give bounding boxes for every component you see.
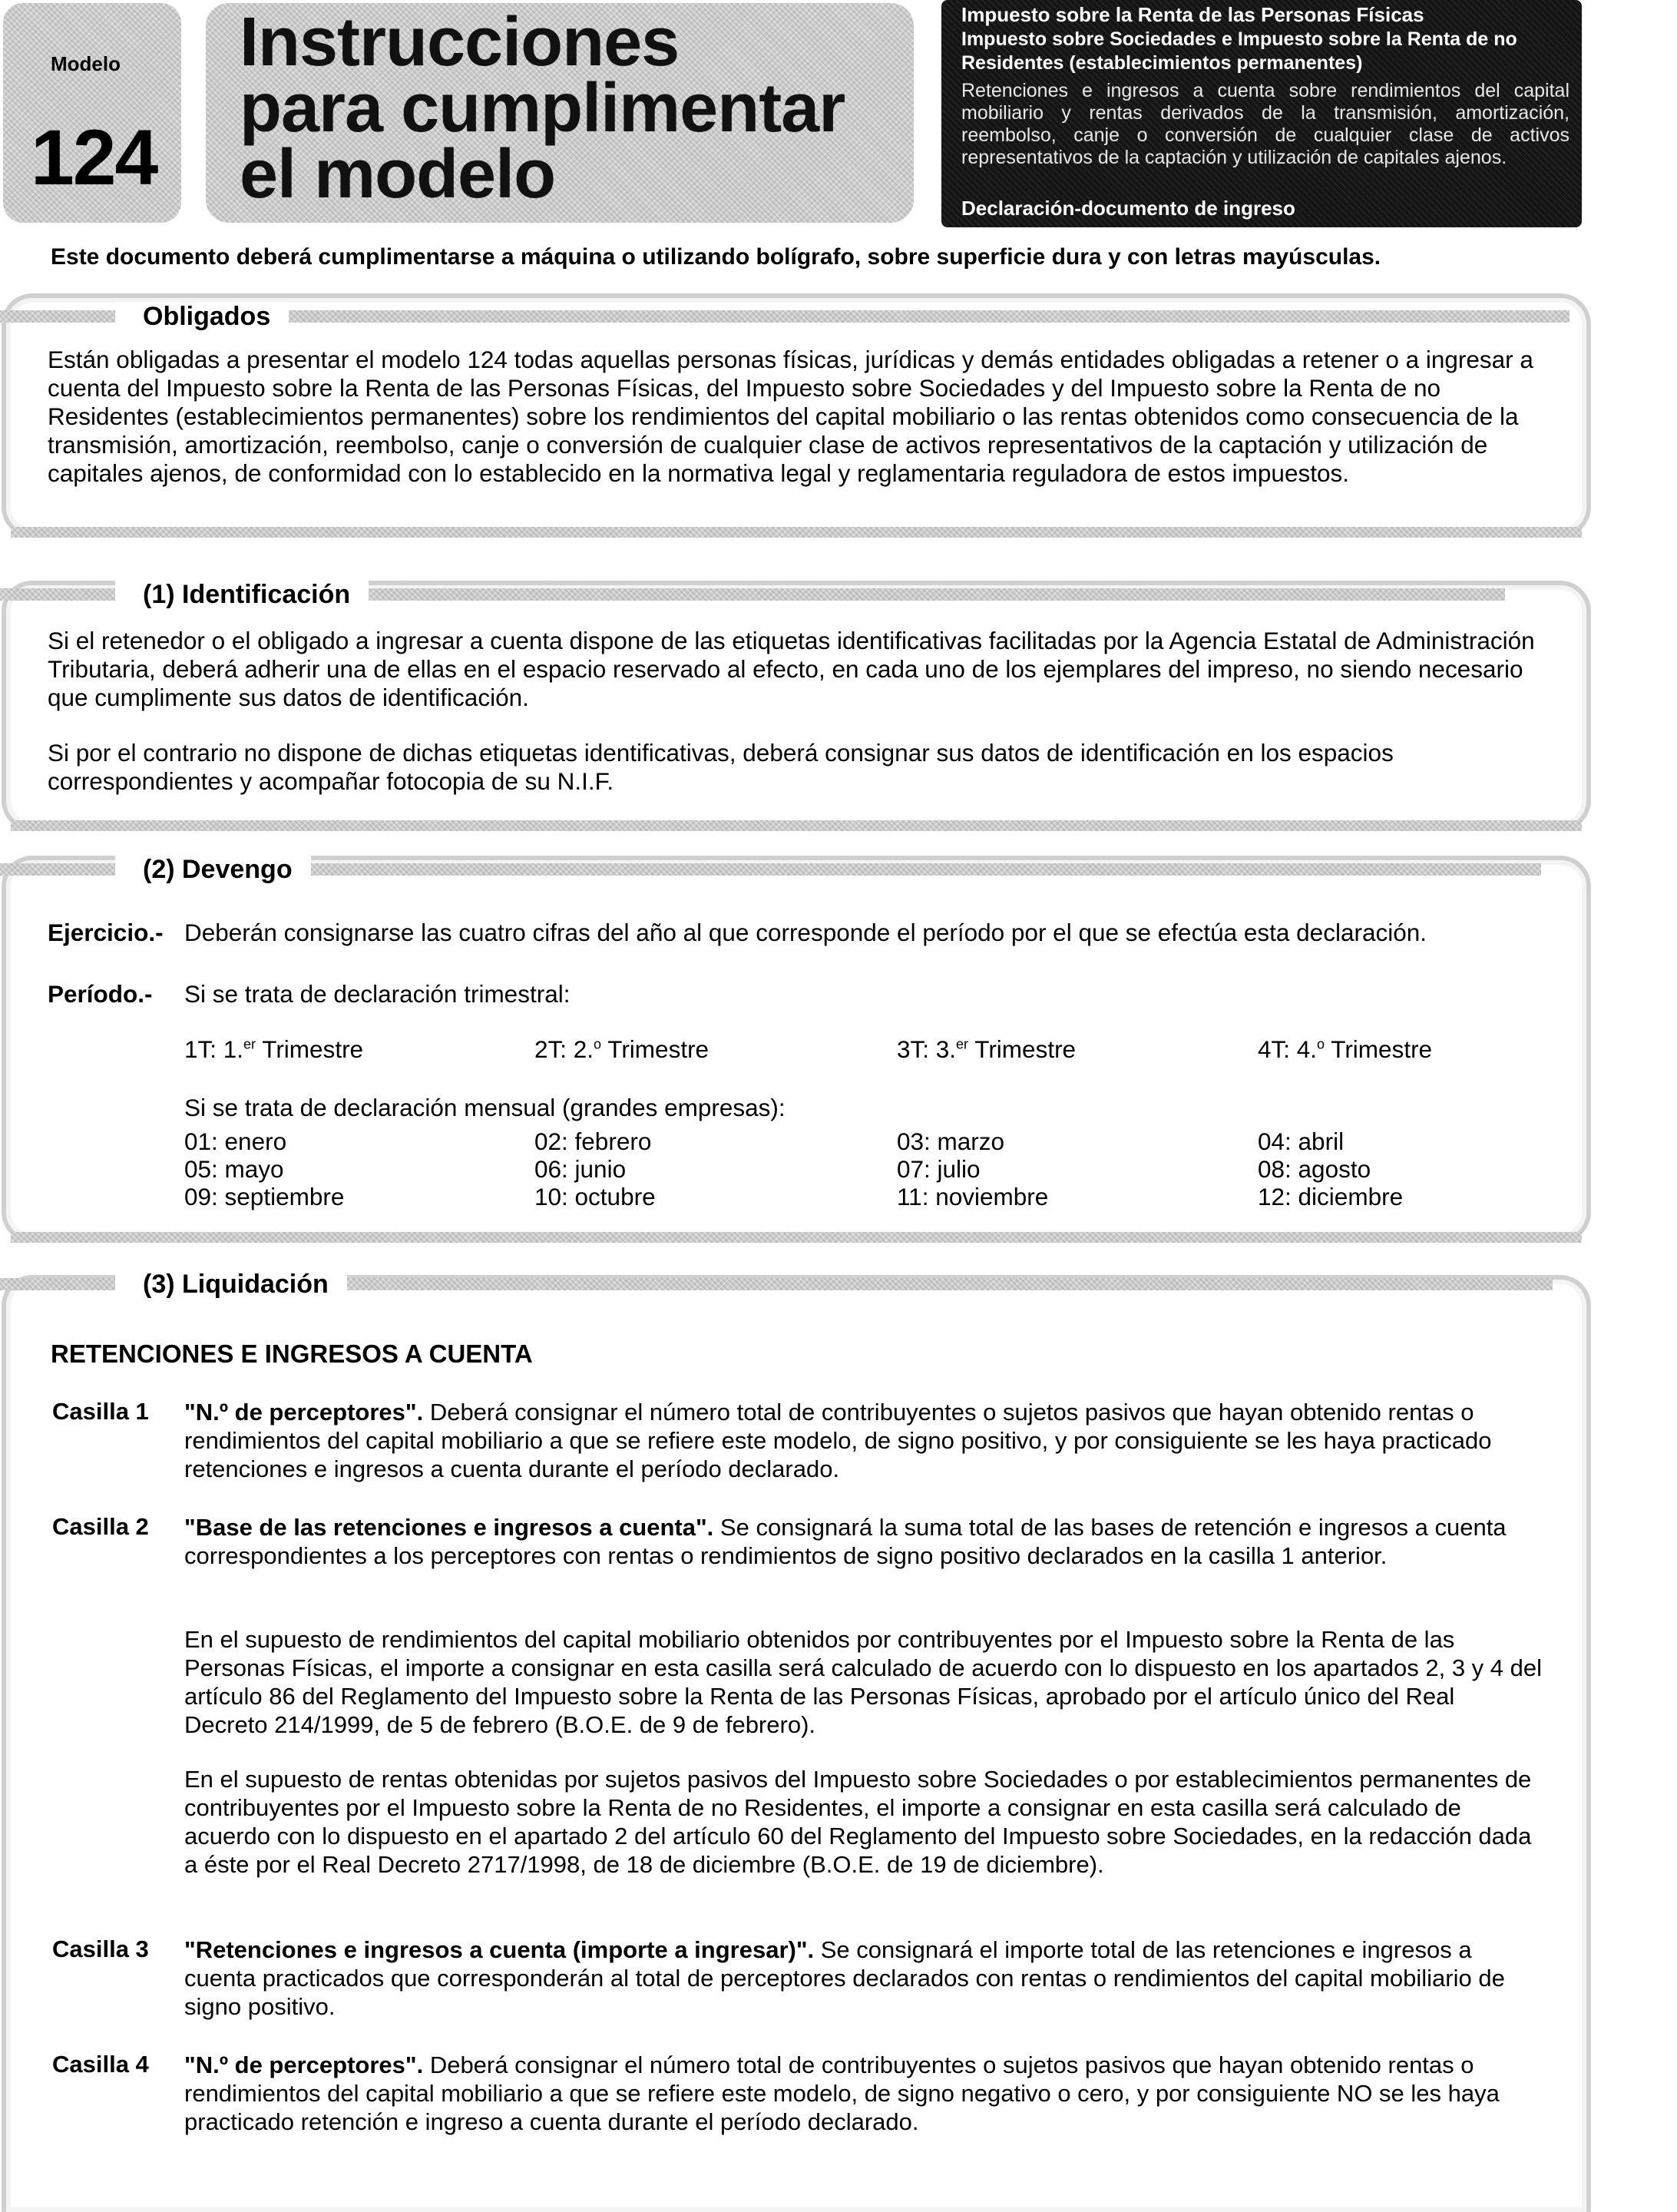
casilla-4-text: "N.º de perceptores". Deberá consignar el número total de contribuyentes o sujetos pasivos que hayan obtenido rentas o rendimientos del capital mobiliario a que se refiere este modelo, de signo negativo o cero, y por consiguiente NO se les haya practicado retención e ingreso a cuenta durante el período declarado. bbox=[184, 2051, 1500, 2135]
trimestre-2: 2T: 2.$^o$ Trimestre bbox=[534, 1035, 710, 1063]
tax-name-irpf: Impuesto sobre la Renta de las Personas Físicas bbox=[961, 3, 1424, 26]
title-rule-right bbox=[347, 1278, 1553, 1290]
model-number: 124 bbox=[31, 114, 157, 201]
tax-name-is-irnr: Impuesto sobre Sociedades e Impuesto sobre la Renta de no Residentes (establecimientos permanentes) bbox=[961, 28, 1517, 74]
mes-item: 09: septiembre bbox=[184, 1183, 345, 1210]
ejercicio-text: Deberán consignarse las cuatro cifras del año al que corresponde el período por el que se efectúa esta declaración. bbox=[184, 919, 1427, 946]
mes-item: 07: julio bbox=[897, 1155, 981, 1183]
mes-item: 05: mayo bbox=[184, 1155, 284, 1183]
trimestre-3: 3T: 3.$^{er}$ Trimestre bbox=[897, 1035, 1077, 1063]
title-rule-left bbox=[0, 863, 115, 876]
section-title: Obligados bbox=[115, 302, 289, 332]
mes-item: 06: junio bbox=[534, 1155, 627, 1183]
casilla-label: Casilla 2 bbox=[52, 1513, 149, 1540]
casilla-label: Casilla 1 bbox=[52, 1398, 149, 1425]
section-header bbox=[0, 301, 1570, 332]
identificacion-p2: Si por el contrario no dispone de dichas etiquetas identificativas, deberá consignar sus datos de identificación en los espacios correspondientes y acompañar fotocopia de su N.I.F. bbox=[48, 739, 1394, 795]
title-rule-left bbox=[0, 1278, 115, 1290]
section-title: (2) Devengo bbox=[115, 855, 311, 885]
casilla-2-p2: En el supuesto de rendimientos del capital mobiliario obtenidos por contribuyentes por el Impuesto sobre la Renta de las Personas Físicas, el importe a consignar en esta casilla será calculado de acuerdo con lo dispuesto en los apartados 2, 3 y 4 del artículo 86 del Reglamento del Impuesto sobre la Renta de las Personas Físicas, aprobado por el artículo único del Real Decreto 214/1999, de 5 de febrero (B.O.E. de 9 de febrero). bbox=[184, 1626, 1543, 1738]
section-shadow bbox=[11, 527, 1582, 538]
mes-item: 12: diciembre bbox=[1258, 1183, 1404, 1210]
periodo-text: Si se trata de declaración trimestral: bbox=[184, 980, 571, 1008]
tax-info-box bbox=[941, 0, 1582, 227]
mensual-text: Si se trata de declaración mensual (grandes empresas): bbox=[184, 1094, 786, 1121]
tax-description: Retenciones e ingresos a cuenta sobre rendimientos del capital mobiliario y rentas derivados de la transmisión, amortización, reembolso, canje o conversión de cualquier clase de activos representativos de la captación y utilización de capitales ajenos. bbox=[961, 80, 1570, 168]
mes-item: 03: marzo bbox=[897, 1128, 1005, 1155]
obligados-text: Están obligadas a presentar el modelo 124 todas aquellas personas físicas, jurídicas y demás entidades obligadas a retener o a ingresar a cuenta del Impuesto sobre la Renta de las Personas Físicas, del Impuesto sobre Sociedades y del Impuesto sobre la Renta de no Residentes (establecimientos permanentes) sobre los rendimientos del capital mobiliario o las rentas obtenidos como consecuencia de la transmisión, amortización, reembolso, canje o conversión de cualquier clase de activos representativos de la captación y utilización de capitales ajenos, de conformidad con lo establecido en la normativa legal y reglamentaria reguladora de estos impuestos. bbox=[48, 346, 1533, 487]
section-title: (3) Liquidación bbox=[115, 1270, 347, 1300]
liquidacion-heading: RETENCIONES E INGRESOS A CUENTA bbox=[51, 1339, 533, 1368]
title-rule-left bbox=[0, 588, 115, 601]
page-title bbox=[240, 4, 845, 213]
title-rule-right bbox=[369, 588, 1505, 601]
ejercicio-label: Ejercicio.- bbox=[48, 919, 164, 946]
trimestre-4: 4T: 4.$^o$ Trimestre bbox=[1258, 1035, 1433, 1063]
mes-item: 02: febrero bbox=[534, 1128, 652, 1155]
mes-item: 04: abril bbox=[1258, 1128, 1345, 1155]
section-header bbox=[0, 1269, 1553, 1300]
title-rule-left bbox=[0, 310, 115, 323]
periodo-label: Período.- bbox=[48, 980, 153, 1008]
model-box bbox=[3, 3, 181, 223]
casilla-2-text: "Base de las retenciones e ingresos a cuenta". Se consignará la suma total de las bases de retención e ingresos a cuenta correspondientes a los perceptores con rentas o rendimientos de signo positivo declarados en la casilla 1 anterior. bbox=[184, 1514, 1507, 1569]
section-header bbox=[0, 854, 1541, 885]
title-box bbox=[206, 3, 914, 223]
section-shadow bbox=[11, 1232, 1582, 1243]
casilla-2-p3: En el supuesto de rentas obtenidas por sujetos pasivos del Impuesto sobre Sociedades o por establecimientos permanentes de contribuyentes por el Impuesto sobre la Renta de no Residentes, el importe a consignar en esta casilla será calculado de acuerdo con lo dispuesto en el apartado 2 del artículo 60 del Reglamento del Impuesto sobre Sociedades, en la redacción dada a éste por el Real Decreto 2717/1998, de 18 de diciembre (B.O.E. de 19 de diciembre). bbox=[184, 1766, 1532, 1878]
title-rule-right bbox=[311, 863, 1541, 876]
casilla-3-text: "Retenciones e ingresos a cuenta (importe a ingresar)". Se consignará el importe total de las retenciones e ingresos a cuenta practicados que corresponderán al total de perceptores declarados con rentas o rendimientos del capital mobiliario de signo positivo. bbox=[184, 1936, 1505, 2020]
mes-item: 10: octubre bbox=[534, 1183, 656, 1210]
title-rule-right bbox=[289, 310, 1570, 323]
trimestre-1: 1T: 1.$^{er}$ Trimestre bbox=[184, 1035, 364, 1063]
section-title: (1) Identificación bbox=[115, 580, 369, 610]
casilla-label: Casilla 3 bbox=[52, 1936, 149, 1962]
section-shadow bbox=[11, 820, 1582, 831]
model-label: Modelo bbox=[51, 52, 121, 75]
mes-item: 11: noviembre bbox=[897, 1183, 1049, 1210]
casilla-1-text: "N.º de perceptores". Deberá consignar el número total de contribuyentes o sujetos pasivos que hayan obtenido rentas o rendimientos del capital mobiliario a que se refiere este modelo, de signo positivo, y por consiguiente se les haya practicado retenciones e ingresos a cuenta durante el período declarado. bbox=[184, 1399, 1492, 1482]
section-header bbox=[0, 579, 1505, 610]
document-type: Declaración-documento de ingreso bbox=[961, 197, 1295, 220]
mes-item: 01: enero bbox=[184, 1128, 287, 1155]
identificacion-p1: Si el retenedor o el obligado a ingresar a cuenta dispone de las etiquetas identificativas facilitadas por la Agencia Estatal de Administración Tributaria, deberá adherir una de ellas en el espacio reservado al efecto, en cada uno de los ejemplares del impreso, no siendo necesario que cumplimente sus datos de identificación. bbox=[48, 627, 1535, 711]
mes-item: 08: agosto bbox=[1258, 1155, 1371, 1183]
title-line: Instrucciones bbox=[240, 4, 680, 81]
title-line: para cumplimentar bbox=[240, 70, 845, 147]
fill-instructions-note: Este documento deberá cumplimentarse a máquina o utilizando bolígrafo, sobre superficie dura y con letras mayúsculas. bbox=[51, 244, 1381, 270]
casilla-label: Casilla 4 bbox=[52, 2051, 149, 2078]
title-line: el modelo bbox=[240, 136, 556, 213]
